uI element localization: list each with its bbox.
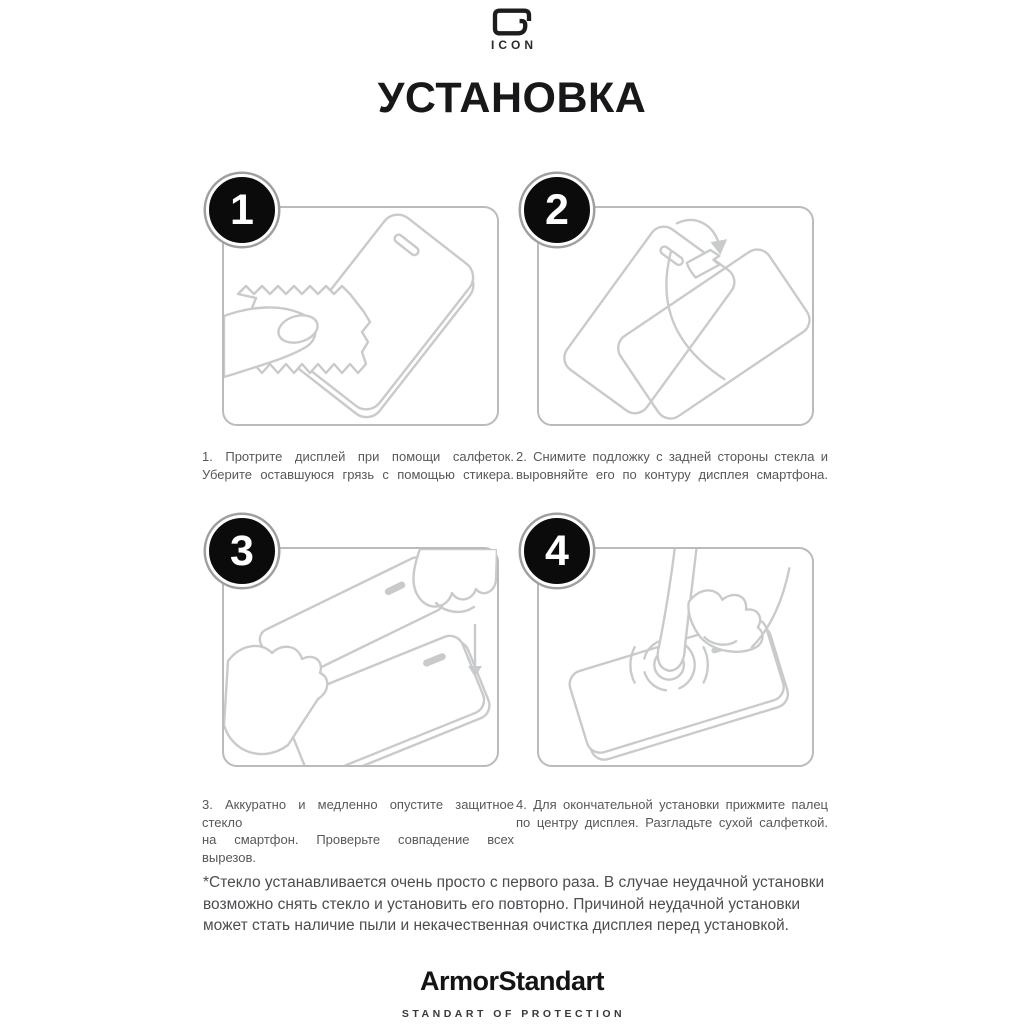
step-2-number: 2 [545, 185, 569, 234]
step-3-number: 3 [230, 526, 254, 575]
down-arrow-icon [468, 625, 482, 677]
caption-line: выровняйте его по контуру дисплея смартфона. [516, 466, 828, 482]
step-4-caption [516, 796, 828, 831]
caption-line: 4. Для окончательной установки прижмите палец [516, 797, 828, 812]
caption-line: на смартфон. Проверьте совпадение всех вырезов. [202, 832, 514, 865]
step-4-number: 4 [545, 526, 569, 575]
step-1-number: 1 [230, 185, 254, 234]
caption-line: 1. Протрите дисплей при помощи салфеток. [202, 449, 514, 464]
step-2-caption [516, 448, 828, 483]
brand-monogram-icon [489, 5, 535, 39]
step-3-panel [222, 547, 499, 767]
step-4-panel [537, 547, 814, 767]
brand-logo-text: ICON [491, 38, 537, 52]
footnote-line: возможно снять стекло и установить его повторно. Причиной неудачной установки [203, 895, 801, 913]
caption-line: 3. Аккуратно и медленно опустите защитное стекло [202, 797, 514, 830]
caption-line: Уберите оставшуюся грязь с помощью стикера. [202, 466, 514, 482]
wipe-display-illustration [224, 208, 497, 424]
step-2-badge [521, 174, 593, 246]
lower-glass-illustration [224, 549, 497, 765]
step-1-badge [206, 174, 278, 246]
page-title: УСТАНОВКА [377, 74, 647, 122]
caption-line: 2. Снимите подложку с задней стороны стекла и [516, 449, 828, 464]
footnote [203, 872, 863, 937]
step-1-panel [222, 206, 499, 426]
footnote-line: может стать наличие пыли и некачественная очистка дисплея перед установкой. [203, 917, 789, 934]
step-1-caption [202, 448, 514, 483]
step-3-badge [206, 515, 278, 587]
brand-wordmark: ArmorStandart [419, 966, 605, 996]
step-3-caption [202, 796, 514, 866]
brand-tagline: STANDART OF PROTECTION [401, 1008, 626, 1020]
caption-line: по центру дисплея. Разгладьте сухой салфеткой. [516, 814, 828, 830]
right-hand [414, 549, 498, 607]
peel-backing-illustration [539, 208, 812, 424]
step-4-badge [521, 515, 593, 587]
step-2-panel [537, 206, 814, 426]
press-center-illustration [539, 549, 812, 765]
footnote-line: *Стекло устанавливается очень просто с первого раза. В случае неудачной установки [203, 874, 825, 891]
